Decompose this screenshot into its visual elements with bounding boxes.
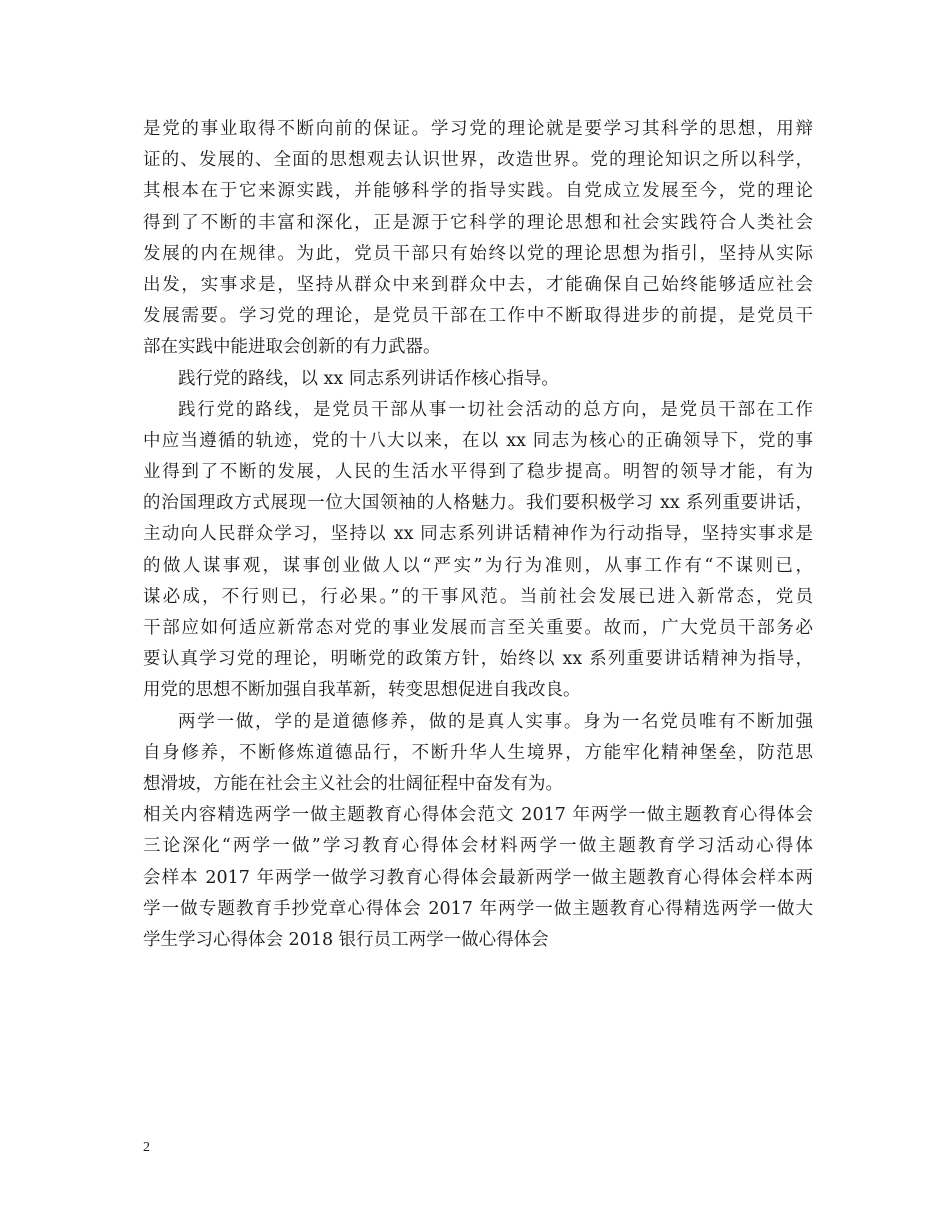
text-line: 要认真学习党的理论，明晰党的政策方针，始终以 xx 系列重要讲话精神为指导， bbox=[143, 649, 813, 670]
text-line: 学生学习心得体会 2018 银行员工两学一做心得体会 bbox=[143, 929, 549, 950]
text-line: 出发，实事求是，坚持从群众中来到群众中去，才能确保自己始终能够适应社会 bbox=[143, 274, 813, 295]
text-line: 学一做专题教育手抄党章心得体会 2017 年两学一做主题教育心得精选两学一做大 bbox=[143, 898, 813, 919]
text-line: 发展需要。学习党的理论，是党员干部在工作中不断取得进步的前提，是党员干 bbox=[143, 306, 813, 327]
text-line: 的治国理政方式展现一位大国领袖的人格魅力。我们要积极学习 xx 系列重要讲话， bbox=[143, 493, 813, 514]
text-line: 主动向人民群众学习，坚持以 xx 同志系列讲话精神作为行动指导，坚持实事求是 bbox=[143, 524, 813, 545]
text-line: 干部应如何适应新常态对党的事业发展而言至关重要。故而，广大党员干部务必 bbox=[143, 618, 813, 638]
text-line: 践行党的路线，以 xx 同志系列讲话作核心指导。 bbox=[178, 368, 559, 389]
text-line: 三论深化“两学一做”学习教育心得体会材料两学一做主题教育学习活动心得体 bbox=[143, 836, 813, 857]
text-line: 业得到了不断的发展，人民的生活水平得到了稳步提高。明智的领导才能，有为 bbox=[143, 462, 813, 483]
text-line: 两学一做，学的是道德修养，做的是真人实事。身为一名党员唯有不断加强 bbox=[178, 711, 813, 732]
page-number: 2 bbox=[143, 1140, 150, 1155]
text-line: 相关内容精选两学一做主题教育心得体会范文 2017 年两学一做主题教育心得体会 bbox=[143, 805, 813, 826]
text-line: 证的、发展的、全面的思想观去认识世界，改造世界。党的理论知识之所以科学， bbox=[143, 150, 813, 171]
text-line: 中应当遵循的轨迹，党的十八大以来，在以 xx 同志为核心的正确领导下，党的事 bbox=[143, 430, 813, 451]
text-line: 会样本 2017 年两学一做学习教育心得体会最新两学一做主题教育心得体会样本两 bbox=[143, 867, 813, 888]
text-line: 得到了不断的丰富和深化，正是源于它科学的理论思想和社会实践符合人类社会 bbox=[143, 212, 813, 233]
text-line: 发展的内在规律。为此，党员干部只有始终以党的理论思想为指引，坚持从实际 bbox=[143, 243, 813, 264]
text-line: 想滑坡，方能在社会主义社会的壮阔征程中奋发有为。 bbox=[143, 773, 563, 794]
text-line: 是党的事业取得不断向前的保证。学习党的理论就是要学习其科学的思想，用辩 bbox=[143, 119, 813, 139]
text-line: 践行党的路线，是党员干部从事一切社会活动的总方向，是党员干部在工作 bbox=[178, 399, 813, 420]
document-body bbox=[143, 114, 813, 956]
text-line: 谋必成，不行则已，行必果。”的干事风范。当前社会发展已进入新常态，党员 bbox=[143, 586, 813, 607]
text-line: 的做人谋事观，谋事创业做人以“严实”为行为准则，从事工作有“不谋则已， bbox=[143, 555, 813, 576]
text-line: 自身修养，不断修炼道德品行，不断升华人生境界，方能牢化精神堡垒，防范思 bbox=[143, 742, 813, 763]
text-line: 其根本在于它来源实践，并能够科学的指导实践。自党成立发展至今，党的理论 bbox=[143, 181, 813, 202]
text-line: 部在实践中能进取会创新的有力武器。 bbox=[143, 337, 441, 358]
text-line: 用党的思想不断加强自我革新，转变思想促进自我改良。 bbox=[143, 680, 581, 701]
